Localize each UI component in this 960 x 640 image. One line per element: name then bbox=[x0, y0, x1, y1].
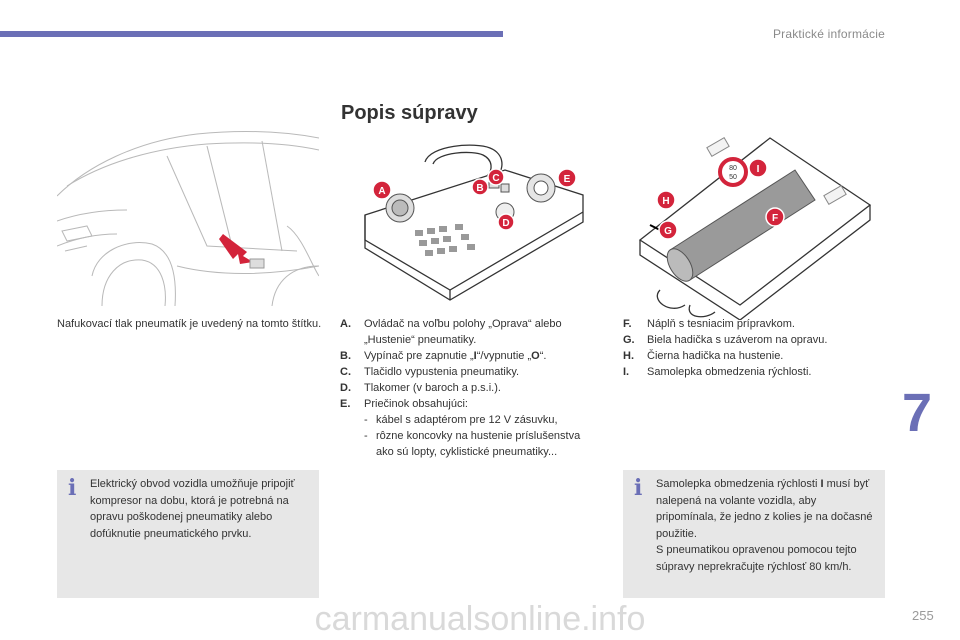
svg-text:D: D bbox=[502, 218, 510, 229]
list-item-key: B. bbox=[340, 350, 351, 362]
text-fragment: Samolepka obmedzenia rýchlosti bbox=[656, 478, 821, 490]
car-caption: Nafukovací tlak pneumatík je uvedený na tomto štítku. bbox=[57, 318, 322, 330]
info-text bbox=[656, 476, 875, 575]
list-item-text: Tlakomer (v baroch a p.s.i.). bbox=[364, 382, 501, 394]
svg-text:B: B bbox=[476, 183, 484, 194]
list-item-key: D. bbox=[340, 382, 351, 394]
kit-label-d bbox=[498, 214, 514, 230]
svg-text:C: C bbox=[492, 173, 500, 184]
svg-text:50: 50 bbox=[729, 174, 737, 181]
bold-fragment: I bbox=[820, 478, 824, 490]
list-item bbox=[340, 348, 590, 364]
list-item-text: Ovládač na voľbu polohy „Oprava“ alebo „Hustenie“ pneumatiky. bbox=[364, 318, 562, 346]
box-label-h bbox=[657, 191, 675, 209]
list-item-text: Biela hadička s uzáverom na opravu. bbox=[647, 334, 828, 346]
chapter-number: 7 bbox=[902, 383, 933, 443]
info-text: Elektrický obvod vozidla umožňuje pripojiť kompresor na dobu, ktorá je potrebná na opravu poškodenej pneumatiky alebo dofúknutie pneumatického prvku. bbox=[90, 478, 295, 540]
text-fragment: musí byť nalepená na volante vozidla, aby pripomínala, že jedno z kolies je na dočasné použitie. bbox=[656, 478, 873, 540]
svg-text:A: A bbox=[378, 186, 386, 197]
header-bar bbox=[0, 31, 503, 37]
bold-fragment: I bbox=[473, 350, 477, 362]
box-label-i bbox=[749, 159, 767, 177]
info-icon: i bbox=[634, 475, 643, 501]
kit-label-c bbox=[488, 169, 504, 185]
list-item-text: Priečinok obsahujúci: bbox=[364, 398, 468, 410]
info-paragraph bbox=[656, 476, 875, 542]
list-item-key: F. bbox=[623, 318, 632, 330]
dash: - bbox=[364, 414, 368, 426]
svg-text:80: 80 bbox=[729, 165, 737, 172]
text-fragment: “/vypnutie „ bbox=[476, 350, 532, 362]
svg-text:H: H bbox=[662, 196, 670, 207]
sub-list-item bbox=[340, 412, 590, 428]
list-item bbox=[623, 364, 873, 380]
list-item bbox=[340, 316, 590, 348]
list-item-key: I. bbox=[623, 366, 630, 378]
page-number: 255 bbox=[912, 608, 934, 623]
list-item bbox=[340, 380, 590, 396]
svg-text:G: G bbox=[664, 226, 672, 237]
kit-label-e bbox=[558, 169, 576, 187]
list-item-text: Samolepka obmedzenia rýchlosti. bbox=[647, 366, 812, 378]
dash: - bbox=[364, 430, 368, 442]
list-item-key: E. bbox=[340, 398, 351, 410]
box-label-g bbox=[659, 221, 677, 239]
page-title: Popis súpravy bbox=[341, 102, 478, 124]
list-item-key: A. bbox=[340, 318, 351, 330]
repair-kit-illustration bbox=[355, 140, 590, 312]
list-item-text: Čierna hadička na hustenie. bbox=[647, 350, 784, 362]
bold-fragment: O bbox=[531, 350, 540, 362]
kit-label-a bbox=[373, 181, 391, 199]
component-list-a-e bbox=[340, 316, 590, 460]
svg-text:I: I bbox=[756, 164, 760, 175]
info-box-electric bbox=[57, 470, 319, 598]
text-fragment: Vypínač pre zapnutie „ bbox=[364, 350, 474, 362]
list-item-text: Náplň s tesniacim prípravkom. bbox=[647, 318, 795, 330]
component-list-f-i bbox=[623, 316, 873, 380]
info-paragraph: S pneumatikou opravenou pomocou tejto súpravy neprekračujte rýchlosť 80 km/h. bbox=[656, 544, 857, 573]
list-item bbox=[623, 316, 873, 332]
list-item-text: Tlačidlo vypustenia pneumatiky. bbox=[364, 366, 520, 378]
svg-text:F: F bbox=[771, 213, 779, 224]
chapter-title: Praktické informácie bbox=[772, 27, 885, 41]
list-item bbox=[623, 348, 873, 364]
svg-text:E: E bbox=[563, 174, 571, 185]
list-item bbox=[340, 396, 590, 412]
sub-item-text: rôzne koncovky na hustenie príslušenstva ako sú lopty, cyklistické pneumatiky... bbox=[376, 430, 581, 458]
info-box-speed-sticker bbox=[623, 470, 885, 598]
watermark: carmanualsonline.info bbox=[314, 600, 646, 638]
info-icon: i bbox=[68, 475, 77, 501]
list-item bbox=[340, 364, 590, 380]
kit-label-b bbox=[472, 179, 488, 195]
sub-item-text: kábel s adaptérom pre 12 V zásuvku, bbox=[376, 414, 558, 426]
list-item-key: G. bbox=[623, 334, 635, 346]
list-item bbox=[623, 332, 873, 348]
sealant-box-illustration bbox=[630, 130, 880, 320]
box-label-f bbox=[766, 208, 784, 226]
text-fragment: “. bbox=[539, 350, 547, 362]
list-item-key: H. bbox=[623, 350, 634, 362]
sub-list-item bbox=[340, 428, 590, 460]
list-item-text bbox=[364, 348, 590, 364]
list-item-key: C. bbox=[340, 366, 351, 378]
speed-sticker bbox=[720, 159, 746, 185]
car-illustration bbox=[57, 126, 319, 306]
